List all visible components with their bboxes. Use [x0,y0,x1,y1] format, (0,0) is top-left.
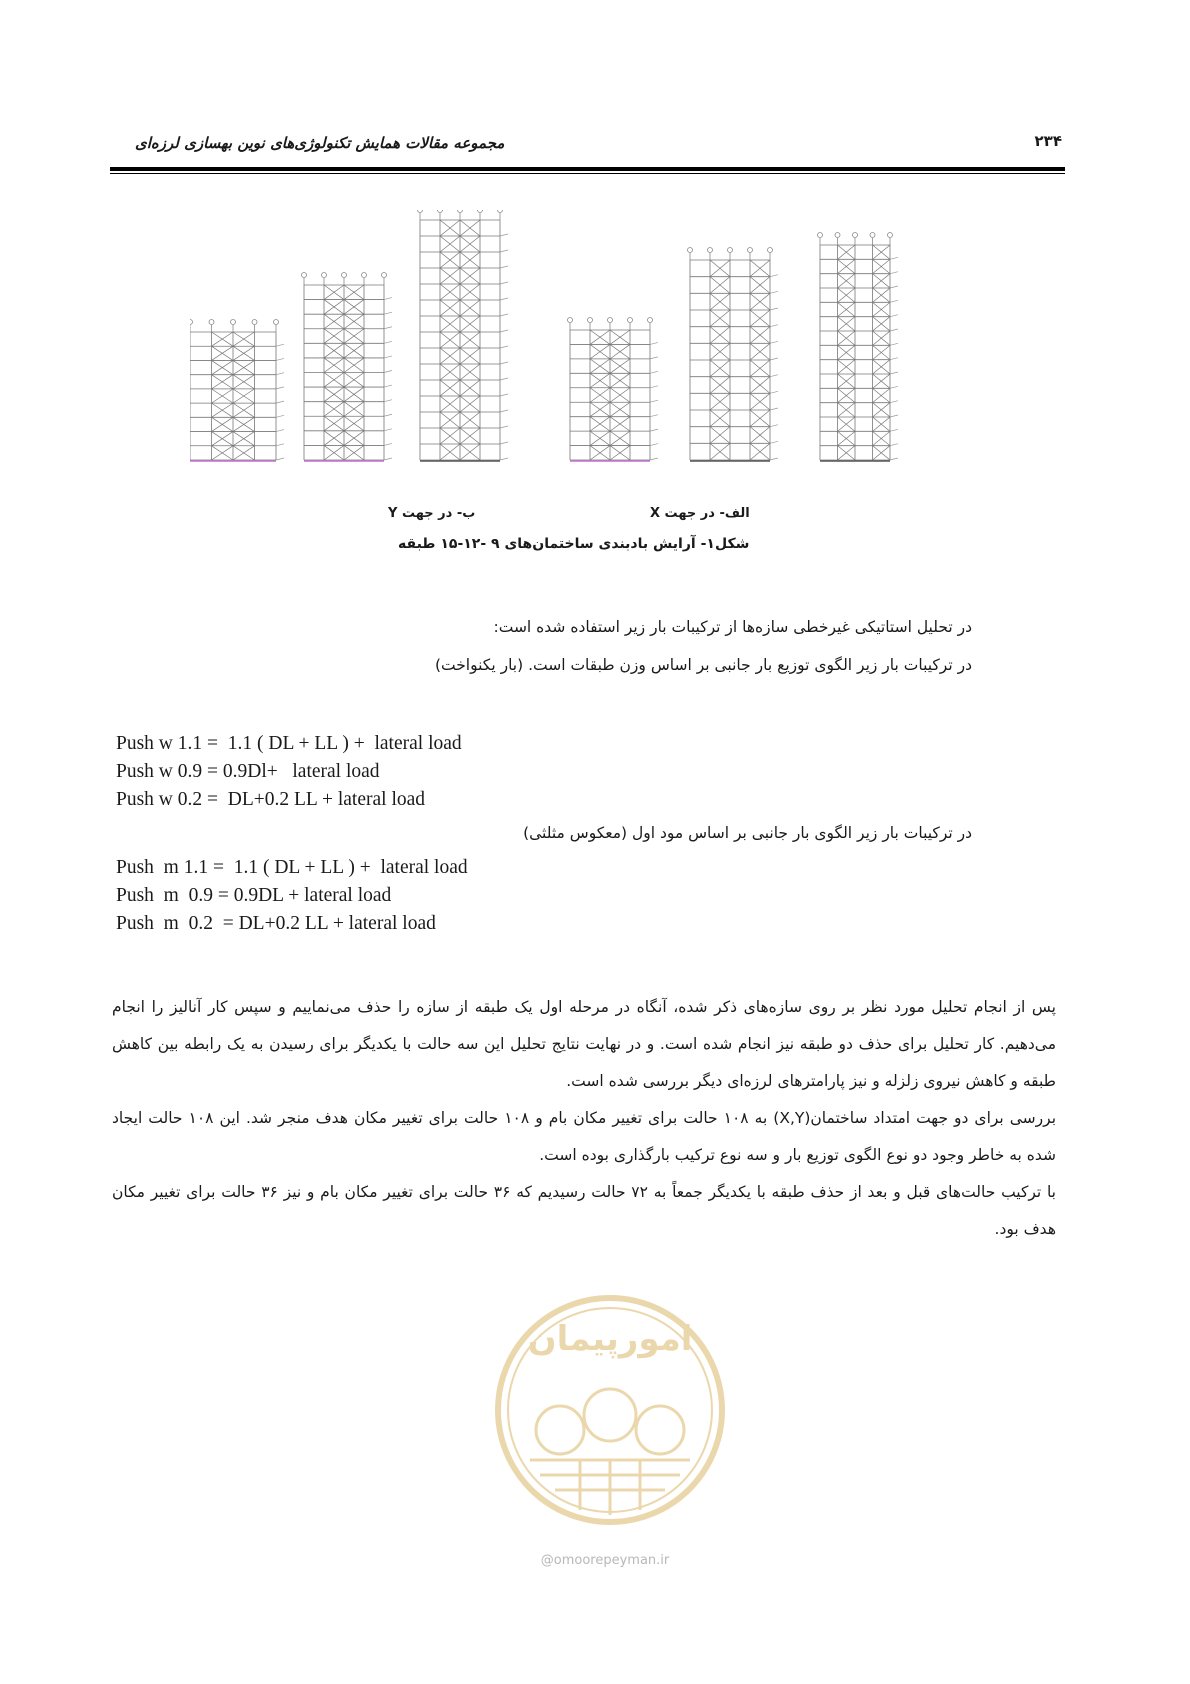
watermark-logo [490,1270,730,1550]
equation-mode-3: Push m 0.2 = DL+0.2 LL + lateral load [116,913,436,934]
paragraph-1: پس از انجام تحلیل مورد نظر بر روی سازه‌های ذکر شده، آنگاه در مرحله اول یک طبقه از سازه را حذف می‌نماییم و سپس کار آنالیز را انجام می‌دهیم. کار تحلیل برای حذف دو طبقه نیز انجام شده است. و در نهایت نتایج تحلیل این سه حالت با یکدیگر برای رسیدن به یک رابطه بین کاهش طبقه و کاهش نیروی زلزله و نیز پارامترهای لرزه‌ای دیگر بررسی شده است. [112,998,1056,1090]
equation-uniform-1: Push w 1.1 = 1.1 ( DL + LL ) + lateral load [116,733,462,754]
intro-line-1: در تحلیل استاتیکی غیرخطی سازه‌ها از ترکیبات بار زیر استفاده شده است: [493,618,972,636]
equation-mode-1: Push m 1.1 = 1.1 ( DL + LL ) + lateral load [116,857,468,878]
bracing-figure [190,210,910,475]
equation-uniform-2: Push w 0.9 = 0.9Dl+ lateral load [116,761,380,782]
running-header-title: مجموعه مقالات همایش تکنولوژی‌های نوین بهسازی لرزه‌ای [135,134,505,152]
figure-label-y: ب- در جهت Y [388,506,476,521]
equation-uniform-3: Push w 0.2 = DL+0.2 LL + lateral load [116,789,426,810]
header-rule-thin [110,173,1065,174]
equation-mode-2: Push m 0.9 = 0.9DL + lateral load [116,885,392,906]
intro-line-2: در ترکیبات بار زیر الگوی توزیع بار جانبی بر اساس وزن طبقات است. (بار یکنواخت) [434,656,972,674]
watermark-logo-text: امورپیمان [527,1319,693,1359]
header-rule-thick [110,167,1065,171]
watermark-url: @omoorepeyman.ir [540,1553,670,1568]
figure-caption: شکل۱- آرایش بادبندی ساختمان‌های ۹ -۱۲-۱۵ طبقه [398,536,750,552]
page-number: ۲۳۴ [1034,132,1062,150]
figure-label-x: الف- در جهت X [650,506,750,521]
paragraph-3: با ترکیب حالت‌های قبل و بعد از حذف طبقه با یکدیگر جمعاً به ۷۲ حالت رسیدیم که ۳۶ حالت برای تغییر مکان بام و نیز ۳۶ حالت برای تغییر مکان هدف بود. [112,1183,1056,1238]
paragraph-2: بررسی برای دو جهت امتداد ساختمان(X,Y) به ۱۰۸ حالت برای تغییر مکان بام و ۱۰۸ حالت برای تغییر مکان هدف منجر شد. این ۱۰۸ حالت ایجاد شده به خاطر وجود دو نوع الگوی توزیع بار و سه نوع ترکیب بارگذاری بوده است. [112,1109,1057,1164]
mode-intro: در ترکیبات بار زیر الگوی بار جانبی بر اساس مود اول (معکوس مثلثی) [523,824,972,842]
